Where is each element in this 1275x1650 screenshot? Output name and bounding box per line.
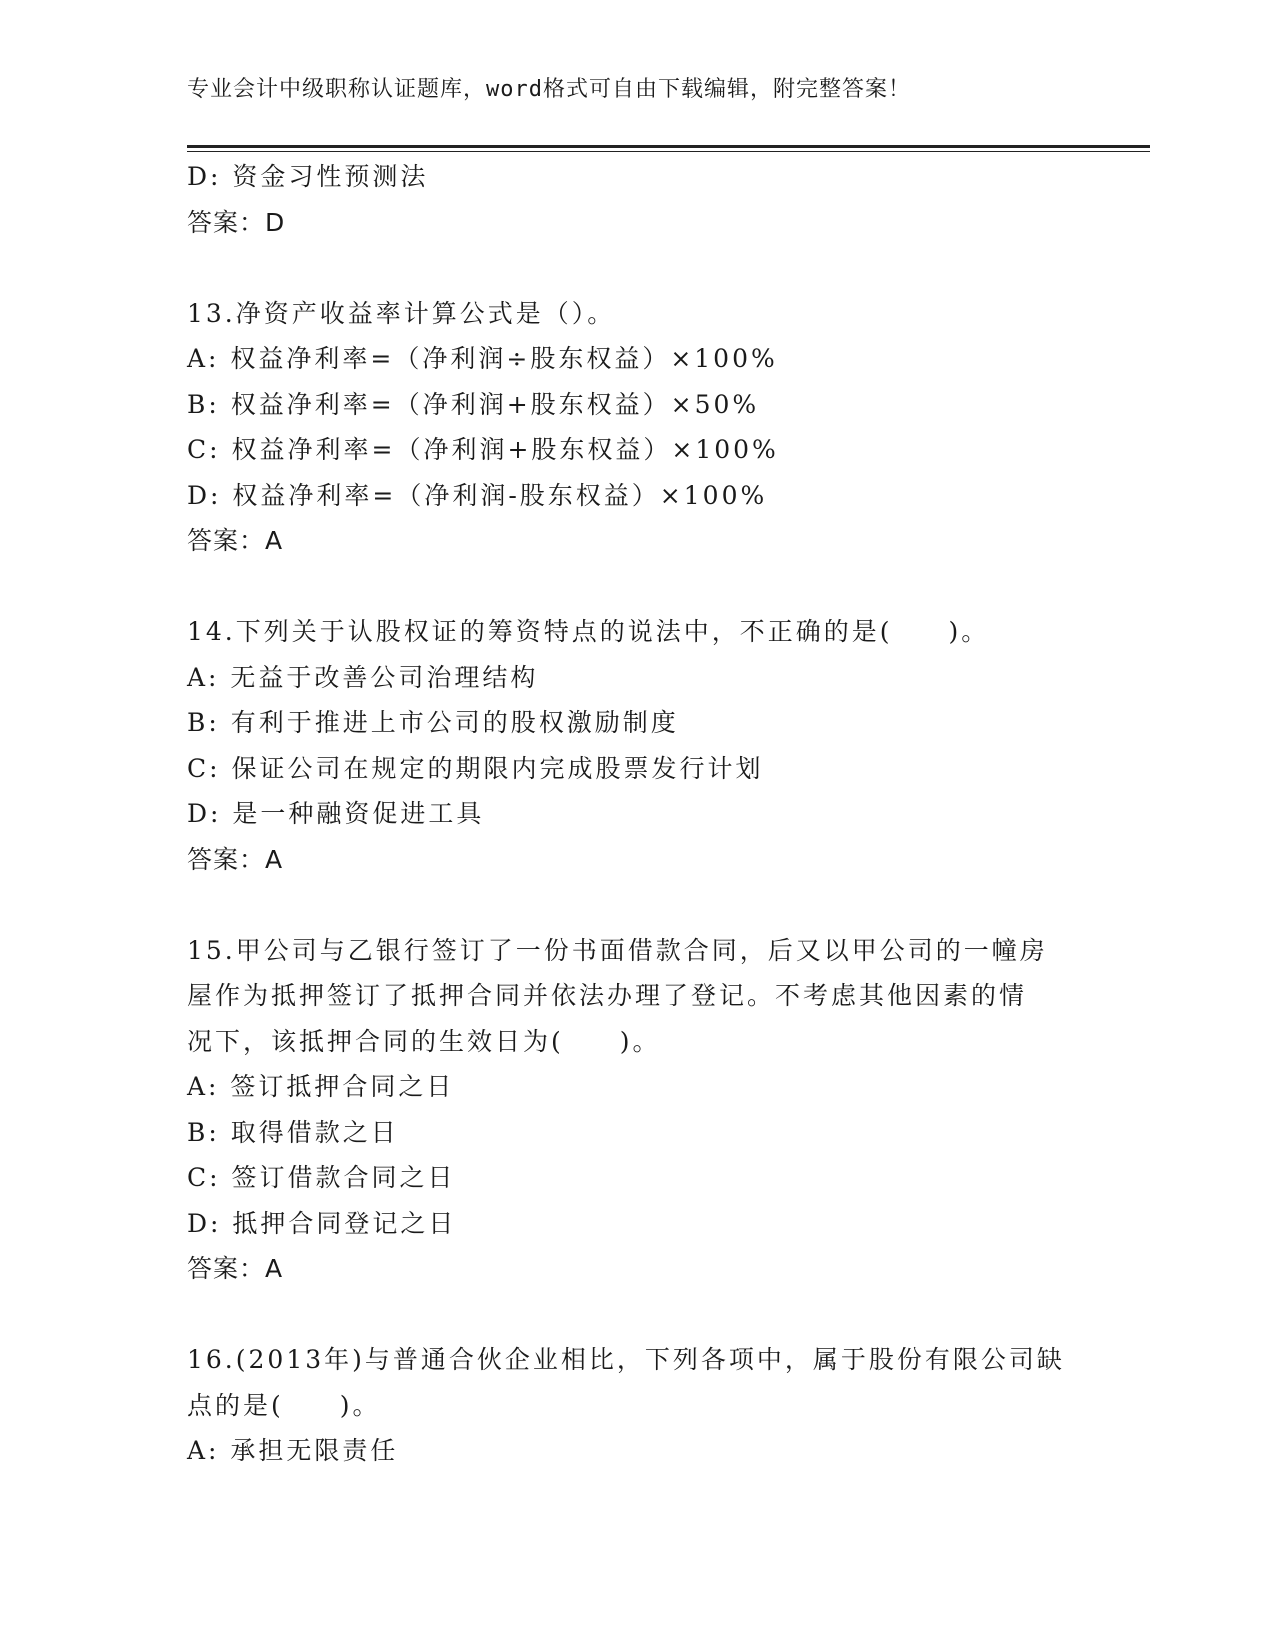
header-rule-thin <box>187 151 1150 152</box>
question-stem-15-line-2: 屋作为抵押签订了抵押合同并依法办理了登记。不考虑其他因素的情 <box>187 981 1028 1010</box>
page-header: 专业会计中级职称认证题库，word格式可自由下载编辑，附完整答案！ <box>187 77 911 102</box>
option-c: C: 权益净利率=（净利润+股东权益）×100% <box>187 435 779 464</box>
answer: 答案：D <box>187 207 286 237</box>
option-b: B: 取得借款之日 <box>187 1117 399 1147</box>
question-stem-13: 13.净资产收益率计算公式是（）。 <box>187 298 616 328</box>
question-content <box>187 154 1087 1474</box>
spacer <box>187 882 1087 928</box>
option-a: A: 无益于改善公司治理结构 <box>187 662 539 692</box>
option-a: A: 承担无限责任 <box>187 1436 399 1465</box>
option-d: D: 资金习性预测法 <box>187 162 429 191</box>
question-stem-16-line-2: 点的是( )。 <box>187 1390 381 1420</box>
option-d: D: 权益净利率=（净利润-股东权益）×100% <box>187 480 768 510</box>
answer: 答案：A <box>187 1254 284 1283</box>
option-c: C: 签订借款合同之日 <box>187 1163 456 1192</box>
option-b: B: 权益净利率=（净利润+股东权益）×50% <box>187 389 760 419</box>
option-b: B: 有利于推进上市公司的股权激励制度 <box>187 708 679 737</box>
option-d: D: 抵押合同登记之日 <box>187 1208 457 1238</box>
option-a: A: 权益净利率=（净利润÷股东权益）×100% <box>187 344 778 373</box>
option-a: A: 签订抵押合同之日 <box>187 1072 455 1101</box>
spacer <box>187 564 1087 610</box>
option-c: C: 保证公司在规定的期限内完成股票发行计划 <box>187 753 764 783</box>
option-d: D: 是一种融资促进工具 <box>187 799 485 828</box>
answer: 答案：A <box>187 844 284 874</box>
question-stem-14: 14.下列关于认股权证的筹资特点的说法中，不正确的是( )。 <box>187 617 990 646</box>
question-stem-15-line-1: 15.甲公司与乙银行签订了一份书面借款合同，后又以甲公司的一幢房 <box>187 935 1048 965</box>
spacer <box>187 1292 1087 1338</box>
spacer <box>187 245 1087 291</box>
answer: 答案：A <box>187 526 284 555</box>
header-rule-thick <box>187 145 1150 148</box>
question-stem-15-line-3: 况下，该抵押合同的生效日为( )。 <box>187 1026 661 1056</box>
question-stem-16-line-1: 16.(2013年)与普通合伙企业相比，下列各项中，属于股份有限公司缺 <box>187 1345 1065 1374</box>
